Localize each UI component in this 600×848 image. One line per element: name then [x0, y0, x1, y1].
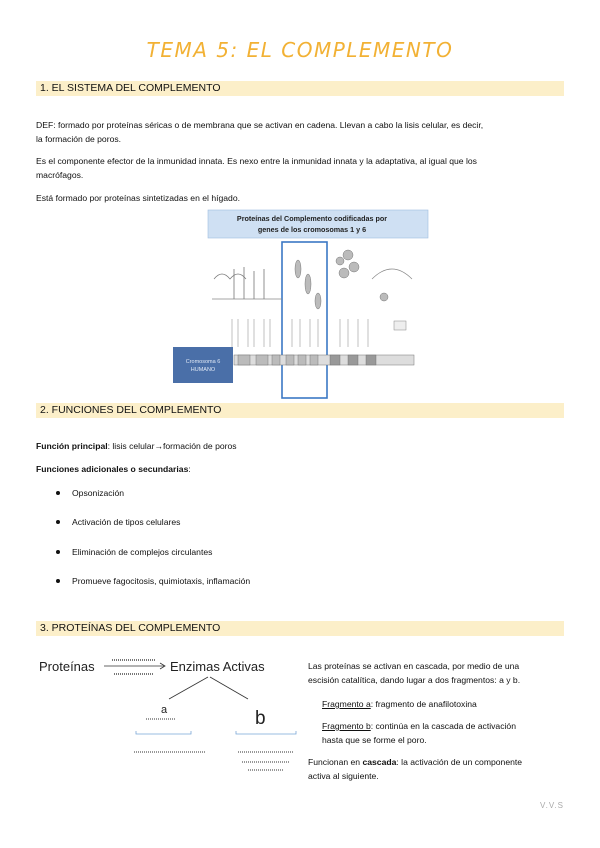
s1-paragraph-def: DEF: formado por proteínas séricas o de membrana que se activan en cadena. Llevan a cabo la lisis celular, es decir, la formación de poros. — [36, 120, 484, 144]
chromosome-label-line2: HUMANO — [190, 367, 216, 373]
s2-main-function: Función principal: lisis celular→formación de poros — [36, 441, 237, 451]
section-heading-3: 3. PROTEÍNAS DEL COMPLEMENTO — [36, 621, 564, 636]
section-heading-2: 2. FUNCIONES DEL COMPLEMENTO — [36, 403, 564, 418]
s3-fragment-b: Fragmento b: continúa en la cascada de activación hasta que se forme el poro. — [322, 721, 516, 745]
cascade-diagram — [36, 652, 298, 772]
s3-cascade-intro: Las proteínas se activan en cascada, por medio de una escisión catalítica, dando lugar a dos fragmentos: a y b. — [308, 661, 521, 685]
footer-initials: V.V.S — [540, 801, 564, 810]
s3-cascade-function: Funcionan en cascada: la activación de un componente activa al siguiente. — [308, 757, 523, 781]
s1-paragraph-innata: Es el componente efector de la inmunidad innata. Es nexo entre la inmunidad innata y la adaptativa, al igual que los macrófagos. — [36, 156, 477, 180]
diagram-b: b — [255, 708, 266, 729]
s2-additional-functions: Funciones adicionales o secundarias: — [36, 464, 191, 474]
figure-header-line2: genes de los cromosomas 1 y 6 — [257, 225, 367, 234]
section-heading-1: 1. EL SISTEMA DEL COMPLEMENTO — [36, 81, 564, 96]
s3-fragment-a: Fragmento a: fragmento de anafilotoxina — [322, 699, 477, 709]
diagram-a: a — [161, 704, 168, 716]
page-title: TEMA 5: EL COMPLEMENTO — [146, 38, 454, 62]
figure-header-line1: Proteínas del Complemento codificadas por — [236, 214, 388, 223]
s1-paragraph-higado: Está formado por proteínas sintetizadas en el hígado. — [36, 193, 240, 203]
diagram-proteinas: Proteínas — [39, 659, 95, 674]
complement-genes-figure — [172, 209, 430, 399]
chromosome-label-line1: Cromosoma 6 — [185, 359, 221, 365]
diagram-enzimas: Enzimas Activas — [170, 659, 265, 674]
